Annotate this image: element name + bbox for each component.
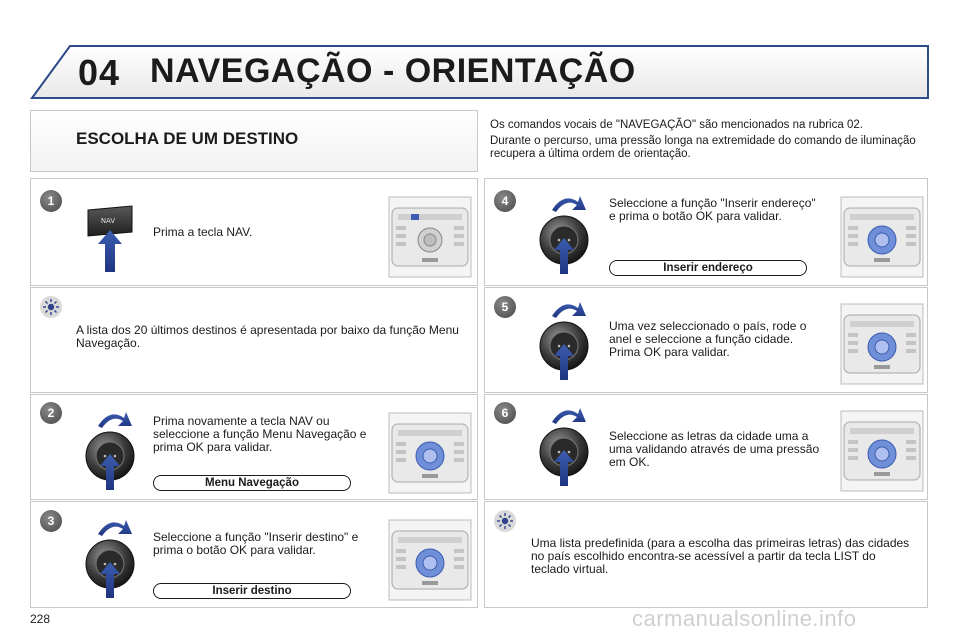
step-number-1: 1 [40,190,62,212]
console-thumbnail [840,303,924,385]
section-title: ESCOLHA DE UM DESTINO [76,129,299,148]
step-1-text: Prima a tecla NAV. [153,225,253,239]
intro-paragraph-1: Os comandos vocais de "NAVEGAÇÃO" são mencionados na rubrica 02. [490,119,863,131]
rotary-knob-icon [534,188,596,278]
intro-paragraph-2: Durante o percurso, uma pressão longa na extremidade do comando de iluminação recupera a última ordem de orientação. [490,135,916,160]
step-number-3: 3 [40,510,62,532]
menu-option-pill: Inserir endereço [609,260,807,276]
nav-key-icon [82,196,138,276]
rotary-knob-icon [80,512,142,602]
rotary-knob-icon [80,404,142,494]
watermark: carmanualsonline.info [632,606,857,631]
intro-text [490,119,930,164]
console-thumbnail [388,196,472,278]
step-number-2: 2 [40,402,62,424]
step-3-text: Seleccione a função "Inserir destino" e prima o botão OK para validar. [153,530,359,557]
console-thumbnail [388,519,472,601]
light-bulb-icon [40,296,62,318]
step-number-4: 4 [494,190,516,212]
console-thumbnail [840,410,924,492]
menu-option-pill: Inserir destino [153,583,351,599]
step-5-text: Uma vez seleccionado o país, rode o anel e seleccione a função cidade. Prima OK para validar. [609,319,807,359]
chapter-number: 04 [78,52,121,93]
rotary-knob-icon [534,400,596,490]
tip-1-text: A lista dos 20 últimos destinos é apresentada por baixo da função Menu Navegação. [76,323,459,350]
light-bulb-icon [494,510,516,532]
tip-2-text: Uma lista predefinida (para a escolha das primeiras letras) das cidades no país escolhido encontra-se acessível a partir da tecla LIST do teclado virtual. [531,536,910,576]
chapter-title: NAVEGAÇÃO - ORIENTAÇÃO [150,52,636,90]
step-4-text: Seleccione a função "Inserir endereço" e prima o botão OK para validar. [609,196,816,223]
menu-option-pill: Menu Navegação [153,475,351,491]
page-number: 228 [30,612,51,626]
step-number-5: 5 [494,296,516,318]
console-thumbnail [840,196,924,278]
svg-text:NAV: NAV [100,217,116,225]
step-6-text: Seleccione as letras da cidade uma a uma validando através de uma pressão em OK. [609,429,820,469]
rotary-knob-icon [534,294,596,384]
console-thumbnail [388,412,472,494]
step-number-6: 6 [494,402,516,424]
step-2-text: Prima novamente a tecla NAV ou seleccione a função Menu Navegação e prima OK para validar. [153,414,367,454]
